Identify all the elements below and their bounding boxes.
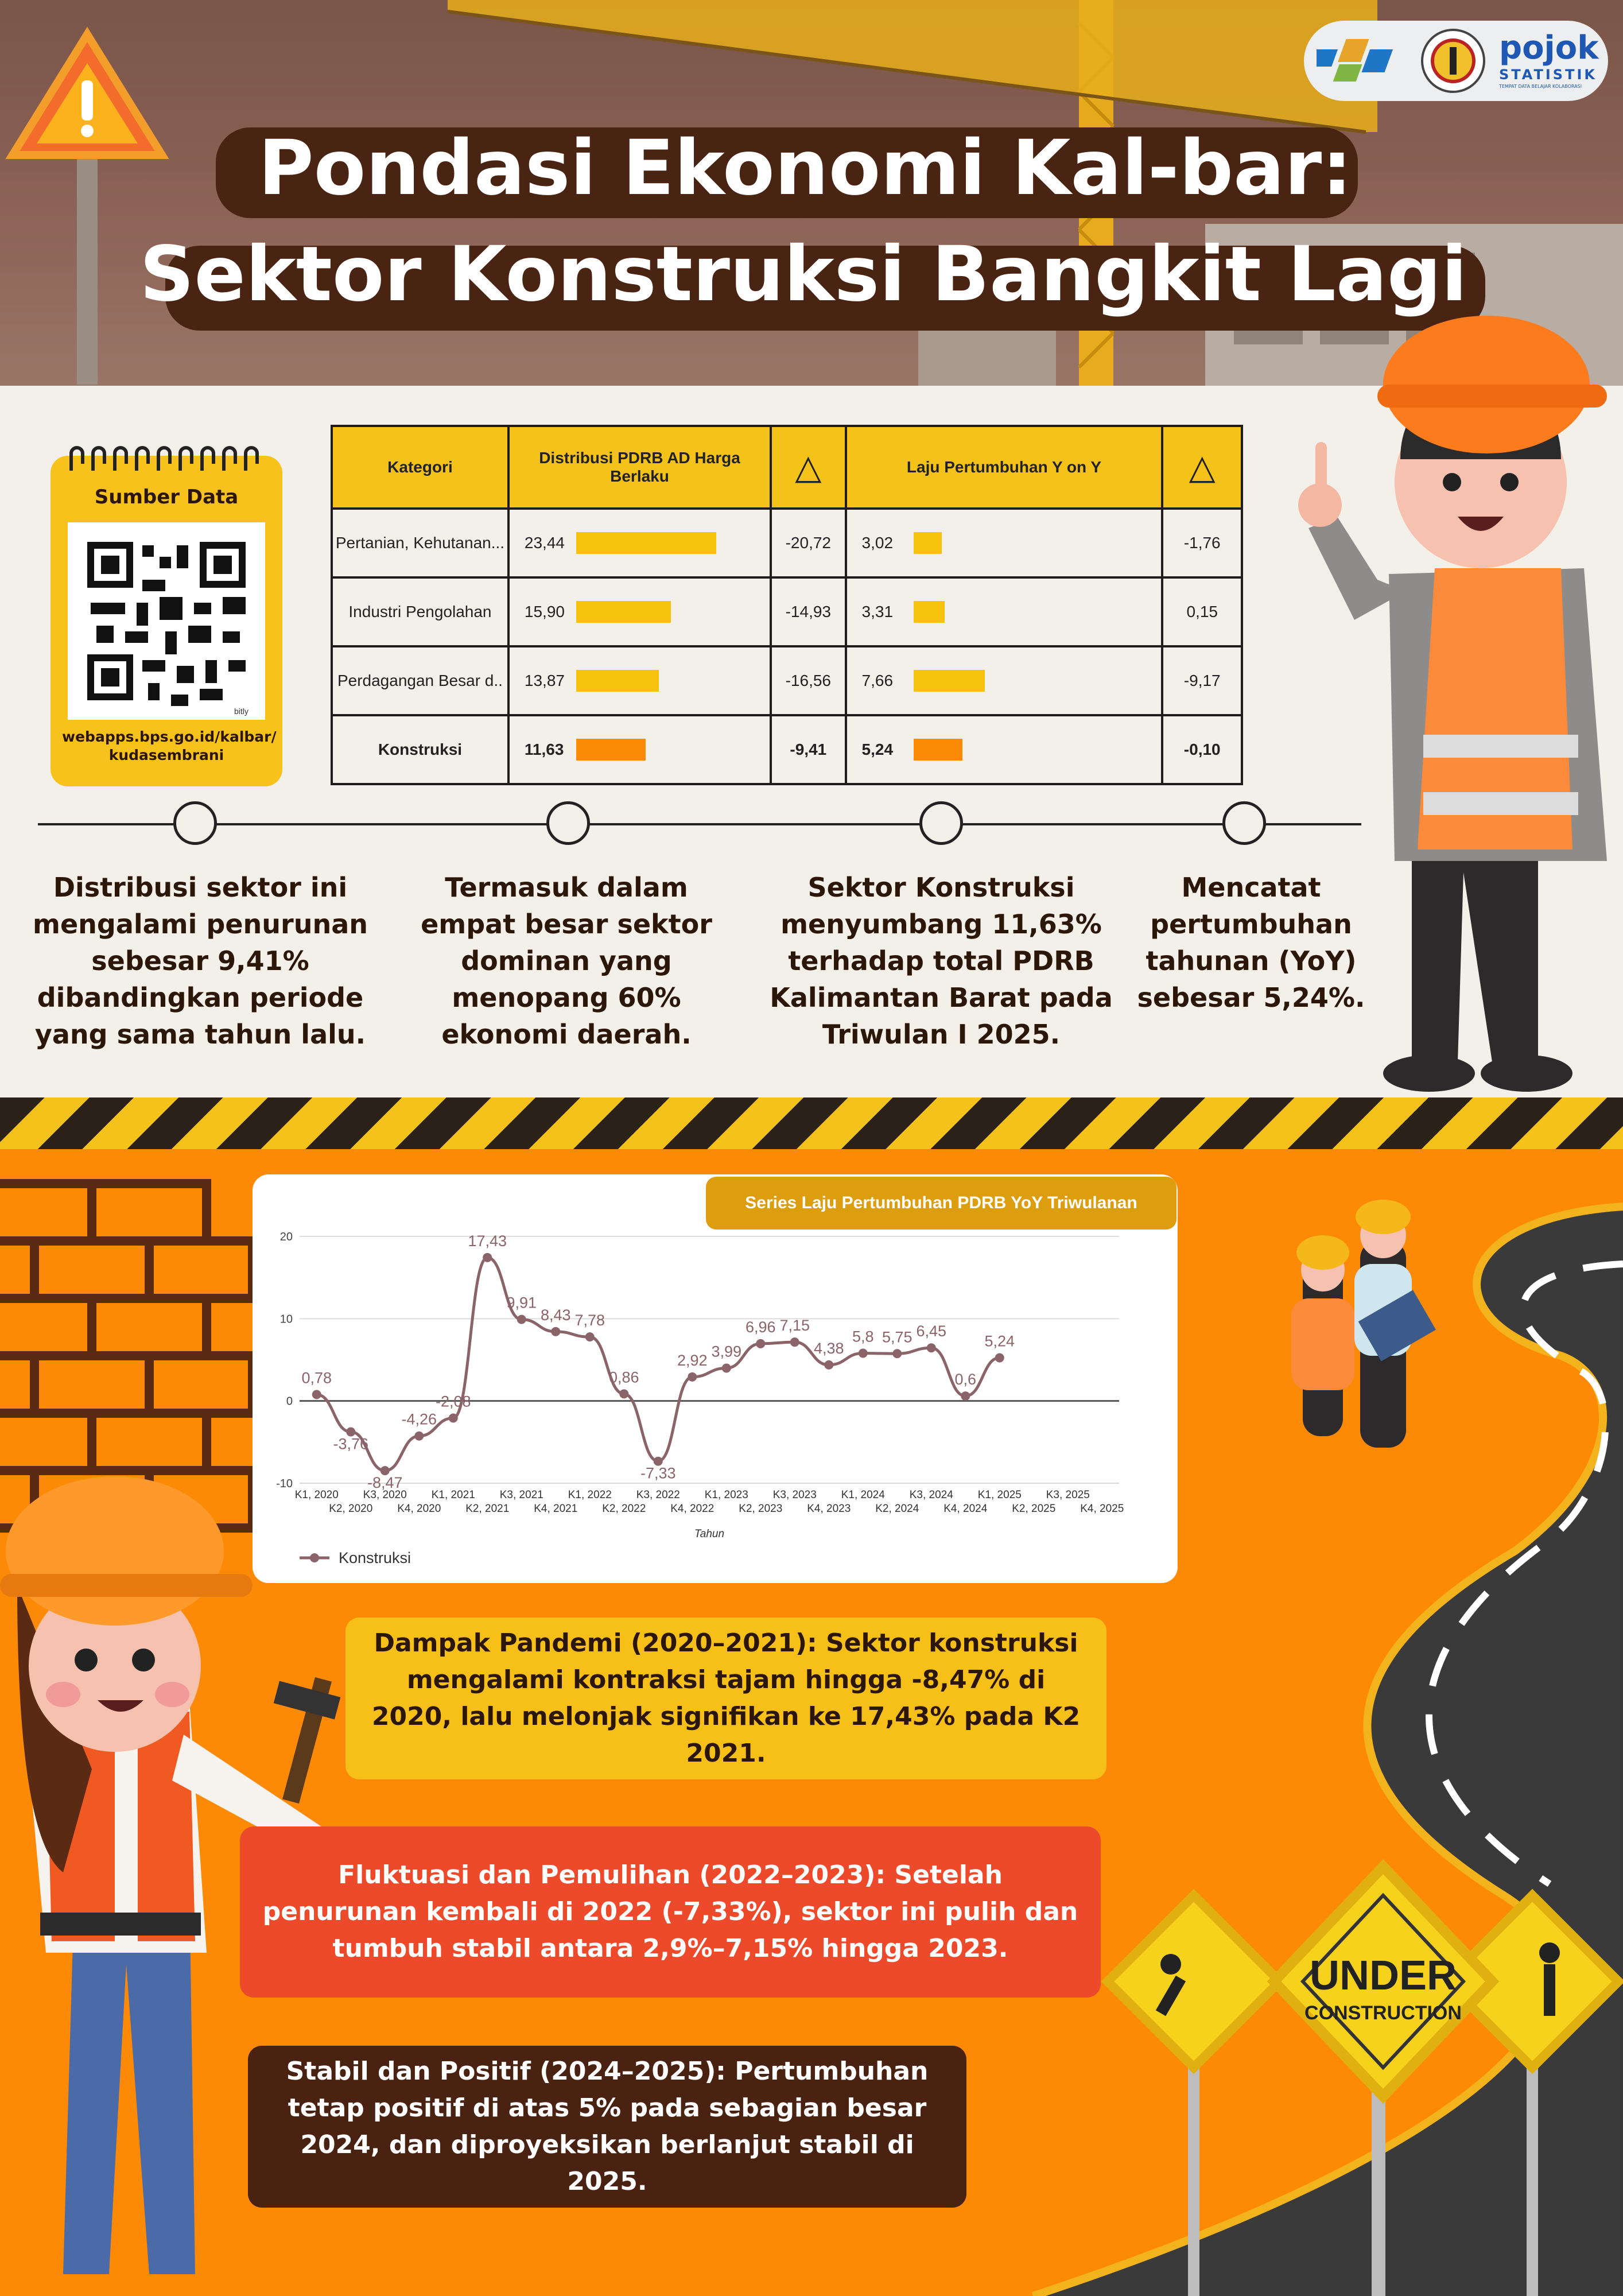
timeline-node-3 bbox=[919, 801, 963, 845]
cell-kategori: Industri Pengolahan bbox=[332, 577, 508, 646]
laju-bar bbox=[914, 670, 985, 692]
data-label: 0,86 bbox=[608, 1368, 639, 1386]
y-tick-label: 0 bbox=[286, 1395, 293, 1408]
x-tick-label: K1, 2021 bbox=[431, 1489, 475, 1501]
data-point bbox=[688, 1372, 697, 1382]
data-label: 0,6 bbox=[954, 1371, 977, 1389]
data-point bbox=[483, 1253, 492, 1262]
table-row bbox=[332, 646, 1242, 715]
x-tick-label: K2, 2020 bbox=[329, 1503, 373, 1515]
dist-value: 15,90 bbox=[524, 603, 565, 620]
source-card bbox=[51, 456, 282, 786]
laju-bar bbox=[914, 739, 962, 761]
x-tick-label: K4, 2023 bbox=[807, 1503, 851, 1515]
header-delta-2: △ bbox=[1162, 426, 1242, 509]
fact-1: Distribusi sektor ini mengalami penurunan sebesar 9,41% dibandingkan periode yang sama tahun lalu. bbox=[33, 872, 368, 1050]
data-label: 8,43 bbox=[540, 1306, 571, 1324]
data-label: -8,47 bbox=[367, 1474, 403, 1492]
data-point bbox=[892, 1349, 902, 1358]
cell-kategori: Pertanian, Kehutanan... bbox=[332, 509, 508, 577]
x-tick-label: K3, 2024 bbox=[909, 1489, 953, 1501]
data-label: -4,26 bbox=[401, 1410, 437, 1428]
fact-3: Sektor Konstruksi menyumbang 11,63% terhadap total PDRB Kalimantan Barat pada Triwulan I 2025. bbox=[770, 872, 1113, 1050]
cell-laju bbox=[846, 509, 1163, 577]
data-point bbox=[927, 1343, 936, 1352]
x-tick-label: K4, 2024 bbox=[943, 1503, 988, 1515]
note-pandemic: Dampak Pandemi (2020–2021): Sektor konstruksi mengalami kontraksi tajam hingga -8,47% di 2020, lalu melonjak signifikan ke 17,43% pada K2 2021. bbox=[345, 1618, 1106, 1779]
x-tick-label: K2, 2025 bbox=[1012, 1503, 1056, 1515]
x-tick-label: K2, 2022 bbox=[602, 1503, 646, 1515]
laju-value: 3,02 bbox=[861, 534, 894, 552]
source-label: Sumber Data bbox=[94, 486, 239, 509]
worker-male-illustration bbox=[1286, 298, 1623, 1102]
x-tick-label: K1, 2022 bbox=[568, 1489, 612, 1501]
pojok-sub: STATISTIK bbox=[1499, 67, 1597, 83]
spiral-binding-icon bbox=[65, 442, 272, 476]
sign-construction: CONSTRUCTION bbox=[1304, 2002, 1462, 2024]
qr-caption: bitly bbox=[234, 707, 249, 716]
cell-delta-2: -9,17 bbox=[1162, 646, 1242, 715]
cell-distribusi bbox=[508, 715, 771, 784]
chart-title-badge bbox=[706, 1177, 1177, 1230]
cell-delta-1: -14,93 bbox=[771, 577, 845, 646]
x-axis-label: Tahun bbox=[694, 1528, 725, 1540]
fact-2: Termasuk dalam empat besar sektor dominan yang menopang 60% ekonomi daerah. bbox=[421, 872, 712, 1050]
timeline-node-2 bbox=[546, 801, 590, 845]
dist-bar bbox=[576, 739, 646, 761]
cell-delta-1: -9,41 bbox=[771, 715, 845, 784]
laju-value: 5,24 bbox=[861, 740, 894, 758]
cell-kategori: Konstruksi bbox=[332, 715, 508, 784]
data-label: 3,99 bbox=[711, 1343, 742, 1360]
data-point bbox=[961, 1391, 970, 1401]
header-distribusi: Distribusi PDRB AD Harga Berlaku bbox=[508, 426, 771, 509]
x-tick-label: K1, 2020 bbox=[294, 1489, 339, 1501]
data-point bbox=[995, 1353, 1004, 1363]
note-recovery: Fluktuasi dan Pemulihan (2022–2023): Setelah penurunan kembali di 2022 (-7,33%), sektor ini pulih dan tumbuh stabil antara 2,9%–7,15% hingga 2023. bbox=[240, 1826, 1101, 1998]
pojok-logo: pojok bbox=[1499, 29, 1599, 67]
dist-value: 13,87 bbox=[524, 672, 565, 689]
data-point bbox=[414, 1432, 424, 1441]
x-tick-label: K1, 2023 bbox=[704, 1489, 748, 1501]
data-label: 5,8 bbox=[852, 1328, 874, 1345]
x-tick-label: K2, 2021 bbox=[465, 1503, 510, 1515]
table-row bbox=[332, 509, 1242, 577]
data-point bbox=[824, 1360, 833, 1370]
x-tick-label: K1, 2025 bbox=[977, 1489, 1022, 1501]
workers-small-illustration bbox=[1291, 1200, 1436, 1448]
pdrb-table bbox=[331, 425, 1243, 785]
cell-distribusi bbox=[508, 646, 771, 715]
bps-logo-icon bbox=[1317, 32, 1408, 90]
cell-laju bbox=[846, 715, 1163, 784]
data-label: 0,78 bbox=[301, 1369, 332, 1387]
data-label: 9,91 bbox=[506, 1294, 537, 1312]
header-laju: Laju Pertumbuhan Y on Y bbox=[846, 426, 1163, 509]
data-label: -7,33 bbox=[640, 1464, 676, 1482]
data-label: 7,78 bbox=[574, 1312, 605, 1329]
data-point bbox=[756, 1339, 765, 1348]
x-tick-label: K3, 2023 bbox=[772, 1489, 817, 1501]
y-tick-label: 20 bbox=[279, 1231, 293, 1243]
cell-distribusi bbox=[508, 577, 771, 646]
pojok-tagline: TEMPAT DATA BELAJAR KOLABORASI bbox=[1499, 84, 1582, 89]
data-point bbox=[449, 1413, 458, 1422]
table-header-row bbox=[332, 426, 1242, 509]
data-point bbox=[722, 1363, 731, 1372]
cell-delta-1: -16,56 bbox=[771, 646, 845, 715]
x-tick-label: K1, 2024 bbox=[841, 1489, 885, 1501]
y-tick-label: -10 bbox=[276, 1477, 293, 1490]
dist-bar bbox=[576, 601, 671, 623]
hazard-stripe bbox=[0, 1097, 1623, 1149]
x-tick-label: K4, 2021 bbox=[534, 1503, 578, 1515]
data-label: 2,92 bbox=[677, 1351, 708, 1369]
x-tick-label: K3, 2020 bbox=[363, 1489, 407, 1501]
growth-line-chart bbox=[253, 1174, 1178, 1583]
university-seal-icon bbox=[1419, 26, 1488, 95]
data-label: 7,15 bbox=[779, 1317, 810, 1335]
data-point bbox=[312, 1390, 321, 1399]
x-tick-label: K2, 2023 bbox=[739, 1503, 783, 1515]
sign-under: UNDER bbox=[1309, 1953, 1457, 1999]
x-tick-label: K2, 2024 bbox=[875, 1503, 919, 1515]
data-point bbox=[551, 1327, 560, 1336]
page-title-line1: Pondasi Ekonomi Kal-bar: bbox=[258, 124, 1353, 212]
cell-delta-2: 0,15 bbox=[1162, 577, 1242, 646]
data-point bbox=[585, 1332, 595, 1341]
x-tick-label: K4, 2022 bbox=[670, 1503, 715, 1515]
source-url[interactable]: webapps.bps.go.id/kalbar/ kudasembrani bbox=[62, 728, 277, 763]
x-tick-label: K4, 2020 bbox=[397, 1503, 441, 1515]
chart-card bbox=[253, 1174, 1178, 1583]
data-label: -3,76 bbox=[333, 1435, 369, 1453]
cell-laju bbox=[846, 646, 1163, 715]
laju-value: 3,31 bbox=[861, 603, 894, 620]
data-label: 6,96 bbox=[745, 1318, 776, 1336]
table-row bbox=[332, 577, 1242, 646]
cell-delta-2: -0,10 bbox=[1162, 715, 1242, 784]
fact-4: Mencatat pertumbuhan tahunan (YoY) sebesar 5,24%. bbox=[1137, 872, 1365, 1013]
cell-kategori: Perdagangan Besar d.. bbox=[332, 646, 508, 715]
dist-value: 11,63 bbox=[524, 740, 564, 758]
cell-delta-1: -20,72 bbox=[771, 509, 845, 577]
data-label: 4,38 bbox=[813, 1339, 844, 1357]
data-point bbox=[790, 1337, 799, 1347]
table-row bbox=[332, 715, 1242, 784]
dist-bar bbox=[576, 670, 659, 692]
qr-code-icon bbox=[68, 522, 265, 720]
timeline-line bbox=[38, 823, 1361, 825]
x-tick-label: K3, 2025 bbox=[1046, 1489, 1090, 1501]
laju-value: 7,66 bbox=[861, 672, 894, 689]
data-label: 17,43 bbox=[468, 1232, 507, 1250]
header-delta-1: △ bbox=[771, 426, 845, 509]
y-tick-label: 10 bbox=[279, 1313, 293, 1326]
data-label: 6,45 bbox=[916, 1322, 947, 1340]
laju-bar bbox=[914, 532, 942, 554]
x-tick-label: K3, 2022 bbox=[636, 1489, 680, 1501]
laju-bar bbox=[914, 601, 945, 623]
chart-title: Series Laju Pertumbuhan PDRB YoY Triwulanan bbox=[745, 1193, 1137, 1212]
data-point bbox=[859, 1349, 868, 1358]
dist-value: 23,44 bbox=[524, 534, 565, 552]
data-point bbox=[517, 1315, 526, 1324]
header-kategori: Kategori bbox=[332, 426, 508, 509]
note-stable: Stabil dan Positif (2024–2025): Pertumbuhan tetap positif di atas 5% pada sebagian besar 2024, dan diproyeksikan berlanjut stabil di 2025. bbox=[248, 2046, 966, 2208]
page-title-line2: Sektor Konstruksi Bangkit Lagi bbox=[139, 230, 1467, 319]
logo-strip bbox=[1304, 21, 1608, 101]
x-tick-label: K4, 2025 bbox=[1080, 1503, 1124, 1515]
x-tick-label: K3, 2021 bbox=[499, 1489, 543, 1501]
timeline-node-4 bbox=[1222, 801, 1266, 845]
cell-distribusi bbox=[508, 509, 771, 577]
legend-label: Konstruksi bbox=[339, 1549, 411, 1566]
legend-marker bbox=[310, 1553, 319, 1562]
data-label: 5,24 bbox=[984, 1332, 1015, 1350]
dist-bar bbox=[576, 532, 716, 554]
data-point bbox=[619, 1389, 628, 1398]
cell-laju bbox=[846, 577, 1163, 646]
data-label: -2,08 bbox=[435, 1393, 471, 1410]
qr-code[interactable] bbox=[68, 522, 265, 720]
timeline-node-1 bbox=[173, 801, 217, 845]
cell-delta-2: -1,76 bbox=[1162, 509, 1242, 577]
data-label: 5,75 bbox=[882, 1328, 913, 1346]
